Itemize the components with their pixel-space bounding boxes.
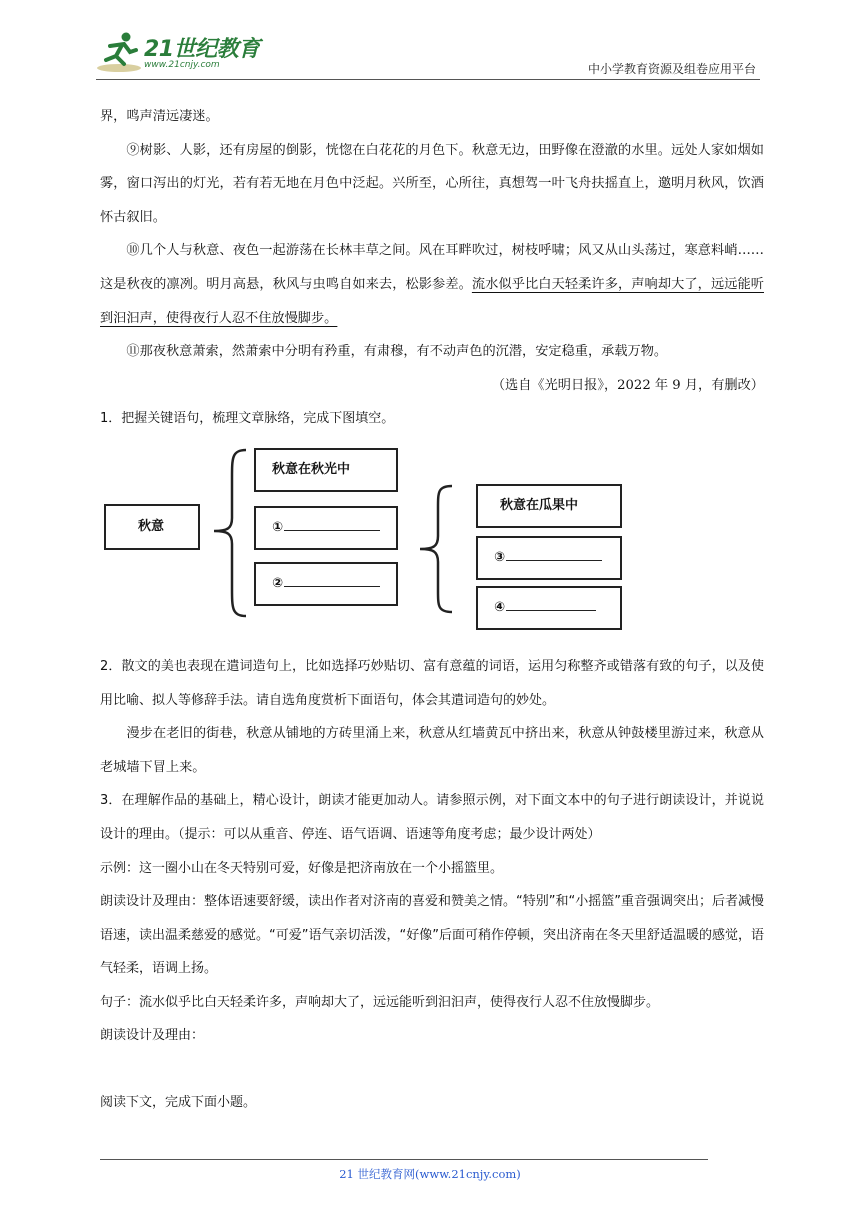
paragraph-continued: 界，鸣声清远凄迷。 (100, 109, 219, 124)
document-body (100, 100, 764, 1120)
design-answer-label: 朗读设计及理由： (100, 1028, 205, 1044)
footer-link[interactable]: 21 世纪教育网(www.21cnjy.com) (339, 1167, 521, 1181)
logo-url: www.21cnjy.com (144, 60, 220, 70)
blank-label-3: ③ (478, 541, 602, 575)
paragraph-11: ⑪那夜秋意萧索，然萧索中分明有矜重，有肃穆，有不动声色的沉潜，安定稳重，承载万物。 (126, 344, 668, 360)
article-source: （选自《光明日报》，2022 年 9 月，有删改） (491, 377, 764, 393)
right-brace-icon (412, 484, 456, 614)
paragraph-10-text: ⑩几个人与秋意、夜色一起游荡在长林丰草之间。风在耳畔吹过，树枝呼啸；风又从山头荡过，寒意料峭……这是秋夜的凛冽。明月高悬，秋风与虫鸣自如来去，松影参差。 (100, 243, 764, 292)
left-brace-icon (208, 448, 250, 618)
outline-diagram (100, 444, 764, 644)
paragraph-9: ⑨树影、人影，还有房屋的倒影，恍惚在白花花的月色下。秋意无边，田野像在澄澈的水里。远处人家如烟如雾，窗口泻出的灯光，若有若无地在月色中泛起。兴所至，心所往，真想驾一叶飞舟扶摇直上，邀明月秋风，饮酒怀古叙旧。 (100, 142, 764, 225)
target-sentence: 句子：流水似乎比白天轻柔许多，声响却大了，远远能听到汩汩声，使得夜行人忍不住放慢脚步。 (100, 994, 660, 1010)
runner-logo-icon (96, 30, 142, 74)
blank-box-1[interactable] (254, 506, 398, 550)
paragraph-10 (100, 234, 764, 335)
blank-box-2[interactable] (254, 562, 398, 606)
header-divider (96, 79, 760, 80)
site-logo (96, 30, 266, 80)
root-label: 秋意 (138, 519, 165, 535)
blank-label-4: ④ (478, 591, 596, 625)
question-2: 2．散文的美也表现在遣词造句上，比如选择巧妙贴切、富有意蕴的词语，运用匀称整齐或错落有致的句子，以及使用比喻、拟人等修辞手法。请自选角度赏析下面语句，体会其遣词造句的妙处。 (100, 658, 764, 708)
underlined-sentence: 流水似乎比白天轻柔许多，声响却大了，远远能听到汩汩声，使得夜行人忍不住放慢脚步。 (100, 276, 764, 326)
question-2-quote: 漫步在老旧的街巷，秋意从铺地的方砖里涌上来，秋意从红墙黄瓦中挤出来，秋意从钟鼓楼里游过来，秋意从老城墙下冒上来。 (100, 726, 764, 775)
root-box (104, 504, 200, 550)
blank-box-4[interactable] (476, 586, 622, 630)
branch-box-1 (254, 448, 398, 492)
branch-label-1: 秋意在秋光中 (272, 462, 351, 478)
read-below-instruction: 阅读下文，完成下面小题。 (100, 1095, 257, 1111)
footer-divider (100, 1159, 708, 1160)
question-1: 1．把握关键语句，梳理文章脉络，完成下图填空。 (100, 411, 395, 427)
branch-box-2 (476, 484, 622, 528)
branch-label-2: 秋意在瓜果中 (500, 498, 579, 514)
header-platform-name: 中小学教育资源及组卷应用平台 (587, 62, 756, 76)
blank-box-3[interactable] (476, 536, 622, 580)
blank-label-2: ② (256, 567, 380, 601)
page-header (0, 0, 860, 82)
example-design-reason: 朗读设计及理由：整体语速要舒缓，读出作者对济南的喜爱和赞美之情。“特别”和“小摇篮”重音强调突出；后者减慢语速，读出温柔慈爱的感觉。“可爱”语气亲切活泼，“好像”后面可稍作停顿，突出济南在冬天里舒适温暖的感觉，语气轻柔，语调上扬。 (100, 894, 764, 977)
blank-label-1: ① (256, 511, 380, 545)
reading-example: 示例：这一圈小山在冬天特别可爱，好像是把济南放在一个小摇篮里。 (100, 860, 504, 876)
question-3: 3．在理解作品的基础上，精心设计，朗读才能更加动人。请参照示例，对下面文本中的句子进行朗读设计，并说说设计的理由。（提示：可以从重音、停连、语气语调、语速等角度考虑；最少设计两处） (100, 793, 764, 842)
logo-text: 21世纪教育 (144, 37, 260, 62)
